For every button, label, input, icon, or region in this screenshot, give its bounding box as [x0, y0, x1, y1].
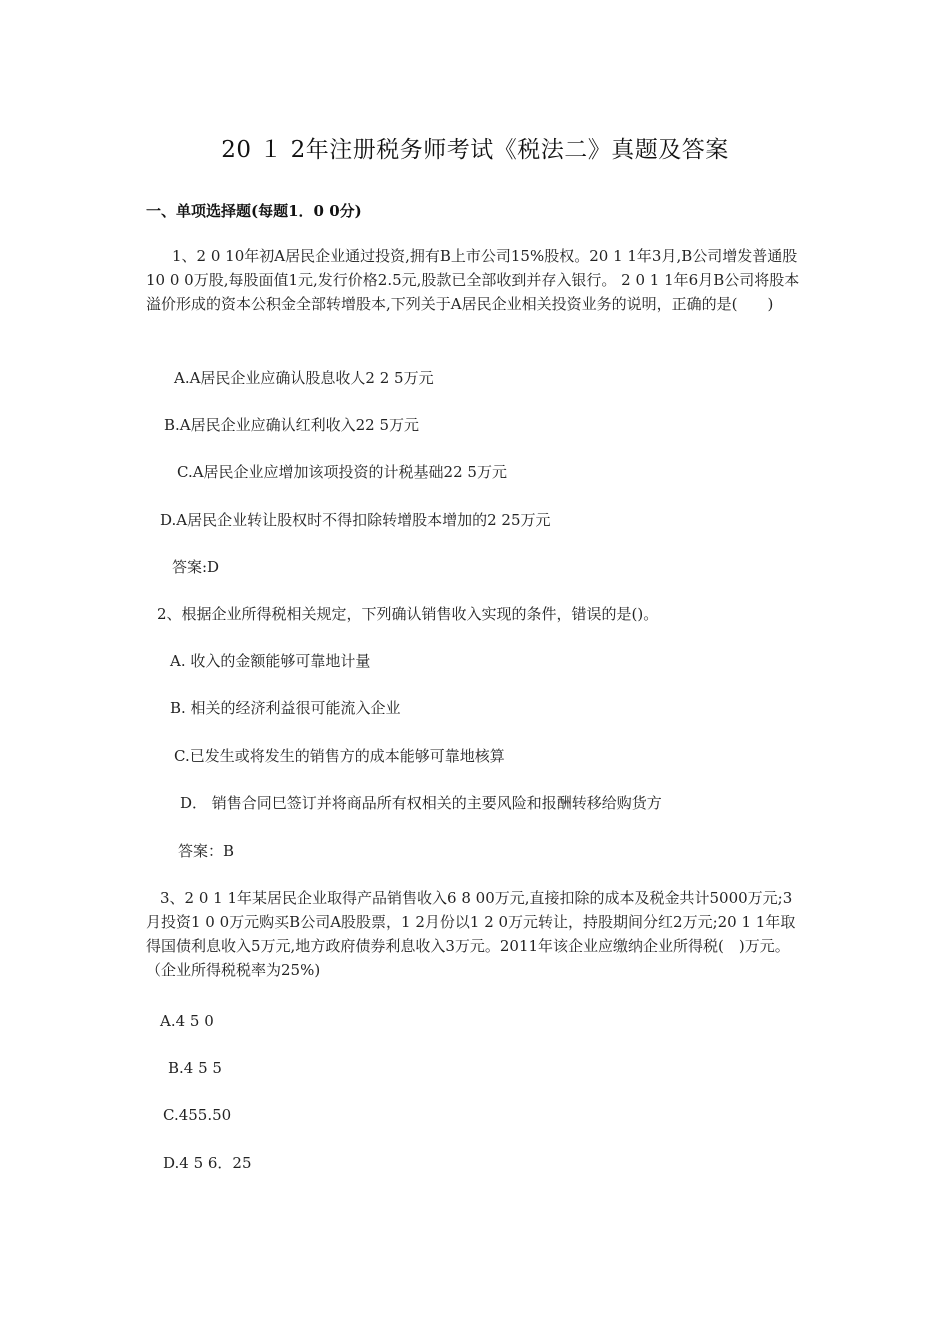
- question-2-option-c: C.已发生或将发生的销售方的成本能够可靠地核算: [174, 747, 505, 765]
- question-3-option-d: D.4 5 6．25: [163, 1154, 252, 1172]
- question-1-option-c: C.A居民企业应增加该项投资的计税基础22 5万元: [177, 463, 507, 481]
- question-2-option-d: D． 销售合同巳签订并将商品所有权相关的主要风险和报酬转移给购货方: [180, 794, 662, 812]
- section-heading: 一、单项选择题(每题1．0 0分): [146, 202, 362, 220]
- question-2-stem: 2、根据企业所得税相关规定，下列确认销售收入实现的条件，错误的是()。: [157, 605, 659, 623]
- question-3-stem: 3、2 0 1 1年某居民企业取得产品销售收入6 8 00万元,直接扣除的成本及税金共计5000万元;3月投资1 0 0万元购买B公司A股股票，1 2月份以1 2 0万元转让，持股期间分红2万元;20 1 1年取得国债利息收入5万元,地方政府债券利息收入3万元。2011年该企业应缴纳企业所得税( )万元。（企业所得税税率为25%): [146, 889, 796, 979]
- question-2-option-b: B. 相关的经济利益很可能流入企业: [170, 699, 401, 717]
- document-title: 20 １ 2年注册税务师考试《税法二》真题及答案: [221, 137, 729, 163]
- question-1-option-b: B.A居民企业应确认红利收入22 5万元: [164, 416, 420, 434]
- question-2-answer: 答案：B: [178, 842, 235, 860]
- question-1-option-a: A.A居民企业应确认股息收人2 2 5万元: [174, 369, 434, 387]
- question-1-answer: 答案:D: [172, 558, 220, 576]
- question-3-option-c: C.455.50: [163, 1106, 232, 1124]
- question-1-stem: 1、2 0 10年初A居民企业通过投资,拥有B上市公司15%股权。20 1 1年3月,B公司增发普通股10 0 0万股,每股面值1元,发行价格2.5元,股款已全部收到并存入银行。 2 0 1 1年6月B公司将股本溢价形成的资本公积金全部转增股本,下列关于A居民企业相关投资业务的说明，正确的是( ): [146, 247, 800, 313]
- question-3-option-a: A.4 5 0: [160, 1012, 214, 1030]
- question-1-option-d: D.A居民企业转让股权时不得扣除转增股本增加的2 25万元: [160, 511, 551, 529]
- question-2-option-a: A. 收入的金额能够可靠地计量: [170, 652, 371, 670]
- question-3-option-b: B.4 5 5: [168, 1059, 222, 1077]
